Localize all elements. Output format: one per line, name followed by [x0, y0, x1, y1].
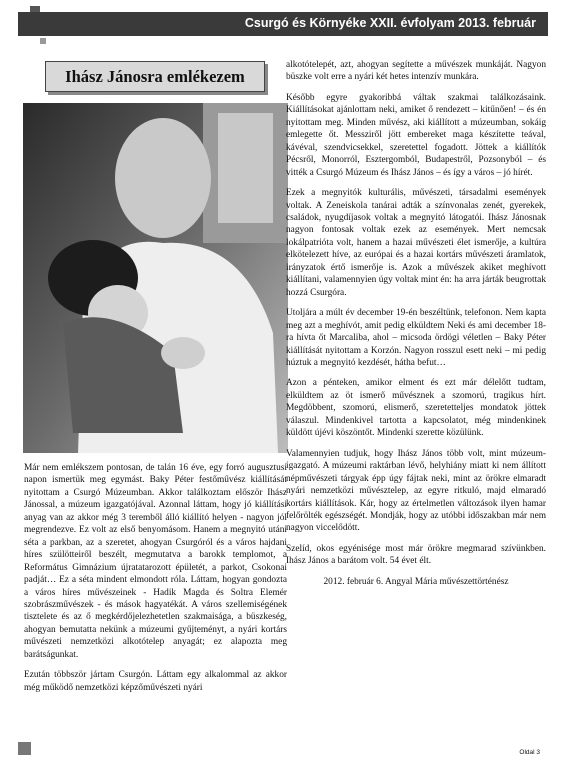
memorial-photo	[23, 103, 288, 453]
article-signature: 2012. február 6. Angyal Mária művészettörténész	[323, 576, 509, 587]
article-title: Ihász Jánosra emlékezem	[65, 67, 245, 86]
article-paragraph: Ezután többször jártam Csurgón. Láttam egy alkalommal az akkor még működő nemzetközi képzőművészeti nyári	[24, 670, 287, 693]
article-paragraph: Valamennyien tudjuk, hogy Ihász János több volt, mint múzeum-igazgató. A múzeumi raktárban lévő, helyhiány miatt ki nem állított népművészeti tárgyak épp úgy fájtak neki, mint az örökre elmaradt nyári nemzetközi művésztelep, az egyre ritkuló, majd elmaradó kortárs kiállítások. Kár, hogy az értelmetlen változások ilyen hamar felőrölték egészségét. Mondják, hogy az utóbbi időszakban már nem nagyon viccelődött.	[286, 448, 546, 534]
article-paragraph: Később egyre gyakoribbá váltak szakmai találkozásaink. Kiállításokat ajánlottam neki, amiket ő rendezett – kitűnően! – és én nyitottam meg. Minden művész, aki kiállított a múzeumban, sokáig emlegette őt. Messziről jött embereket maga készítette teával, kávéval, szendvicsekkel, szeretettel fogadott. Jöttek a kiállítók Pécsről, Monorról, Esztergomból, Budapestről, Pozsonyból – és vitték a Csurgó Múzeum és Ihász János – és így a város – jó hírét.	[286, 92, 546, 178]
article-paragraph: Szelíd, okos egyénisége most már örökre megmarad szívünkben. Ihász János a barátom volt. 54 évet élt.	[286, 543, 546, 567]
article-paragraph: Ezek a megnyitók kulturális, művészeti, társadalmi események voltak. A Zeneiskola tanárai adták a színvonalas zenét, gyerekek, családok, nyugdíjasok voltak a megnyitó látogatói. Ihász Jánosnak nagyon fontosak voltak ezek az események. Mert nemcsak lokálpatrióta volt, hanem a hazai művészeti élet ismerője, a kultúra elkötelezett híve, az európai és a hazai kortárs művészeti áramlatok, irányzatok értő ismerője is. Azok a művészek akiket meghívott kiállítani, valamennyien úgy voltak mint én: ha arra járták beugrottak hozzá Csurgóra.	[286, 188, 546, 298]
header-decoration	[40, 38, 46, 44]
article-paragraph: Azon a pénteken, amikor elment és ezt már délelőtt tudtam, elküldtem az öt ismerő művésznek a szomorú, tragikus hírt. Megdöbbent, szomorú, elismerő, szeretetteljes mondatok jöttek válaszul. Mindenkivel tartotta a kapcsolatot, még mindenkinek küldött újévi köszöntőt. Mindenki szerette közülünk.	[286, 378, 546, 439]
page-number: Oldal 3	[519, 749, 540, 756]
article-title-box	[45, 61, 265, 92]
footer-decoration	[18, 742, 31, 755]
header-bar	[18, 12, 548, 36]
article-paragraph: alkotótelepét, azt, ahogyan segítette a művészek munkáját. Nagyon büszke volt erre a nyári két hetes intenzív munkára.	[286, 60, 546, 83]
article-paragraph: Utoljára a múlt év december 19-én beszéltünk, telefonon. Nem kapta meg azt a meghívót, amit pedig elküldtem Neki és ami december 18-ra hívta őt Marcaliba, ahol – micsoda ördögi véletlen – Baky Péter kiállítását nyitottam a Korzón. Nagyon rosszul esett neki – mi pedig húztuk a megnyitó kezdését, hátha befut…	[286, 308, 546, 368]
article-right-column	[286, 59, 546, 588]
article-paragraph: Már nem emlékszem pontosan, de talán 16 éve, egy forró augusztusi napon ismertük meg egymást. Baky Péter festőművész kiállítását nyitottam a Csurgó Múzeumban. Akkor találkoztam először Ihász Jánossal, a múzeum igazgatójával. Azonnal láttam, hogy jó kiállítási anyag van az akkor még 3 teremből álló kiállító helyen - nagyon jól megrendezve. Ez volt az első benyomásom. Hanem a megnyitó utáni séta a parkban, az a szeretet, ahogyan Csurgóról és a város hajdani híres szülötteiről beszélt, megmutatva a barokk templomot, a Református Gimnázium újratatarozott épületét, a parkot, Csokonai padját… Ez a séta mindent elmondott róla. Láttam, hogyan gondozta a város híres művészeinek - Hadik Magda és Soltra Elemér szobrászművészek - és mások hagyatékát. A város szellemiségének tisztelete és az ő megkérdőjelezhetetlen szakmaisága, a büszkeség, ahogyan bemutatta nekünk a múzeumi gyűjteményt, a nyári kortárs művészeti nemzetközi alkotótelep anyagát; ez alapozta meg barátságunkat.	[24, 463, 287, 660]
article-left-column	[24, 462, 287, 702]
header-title: Csurgó és Környéke XXII. évfolyam 2013. február	[244, 16, 536, 30]
